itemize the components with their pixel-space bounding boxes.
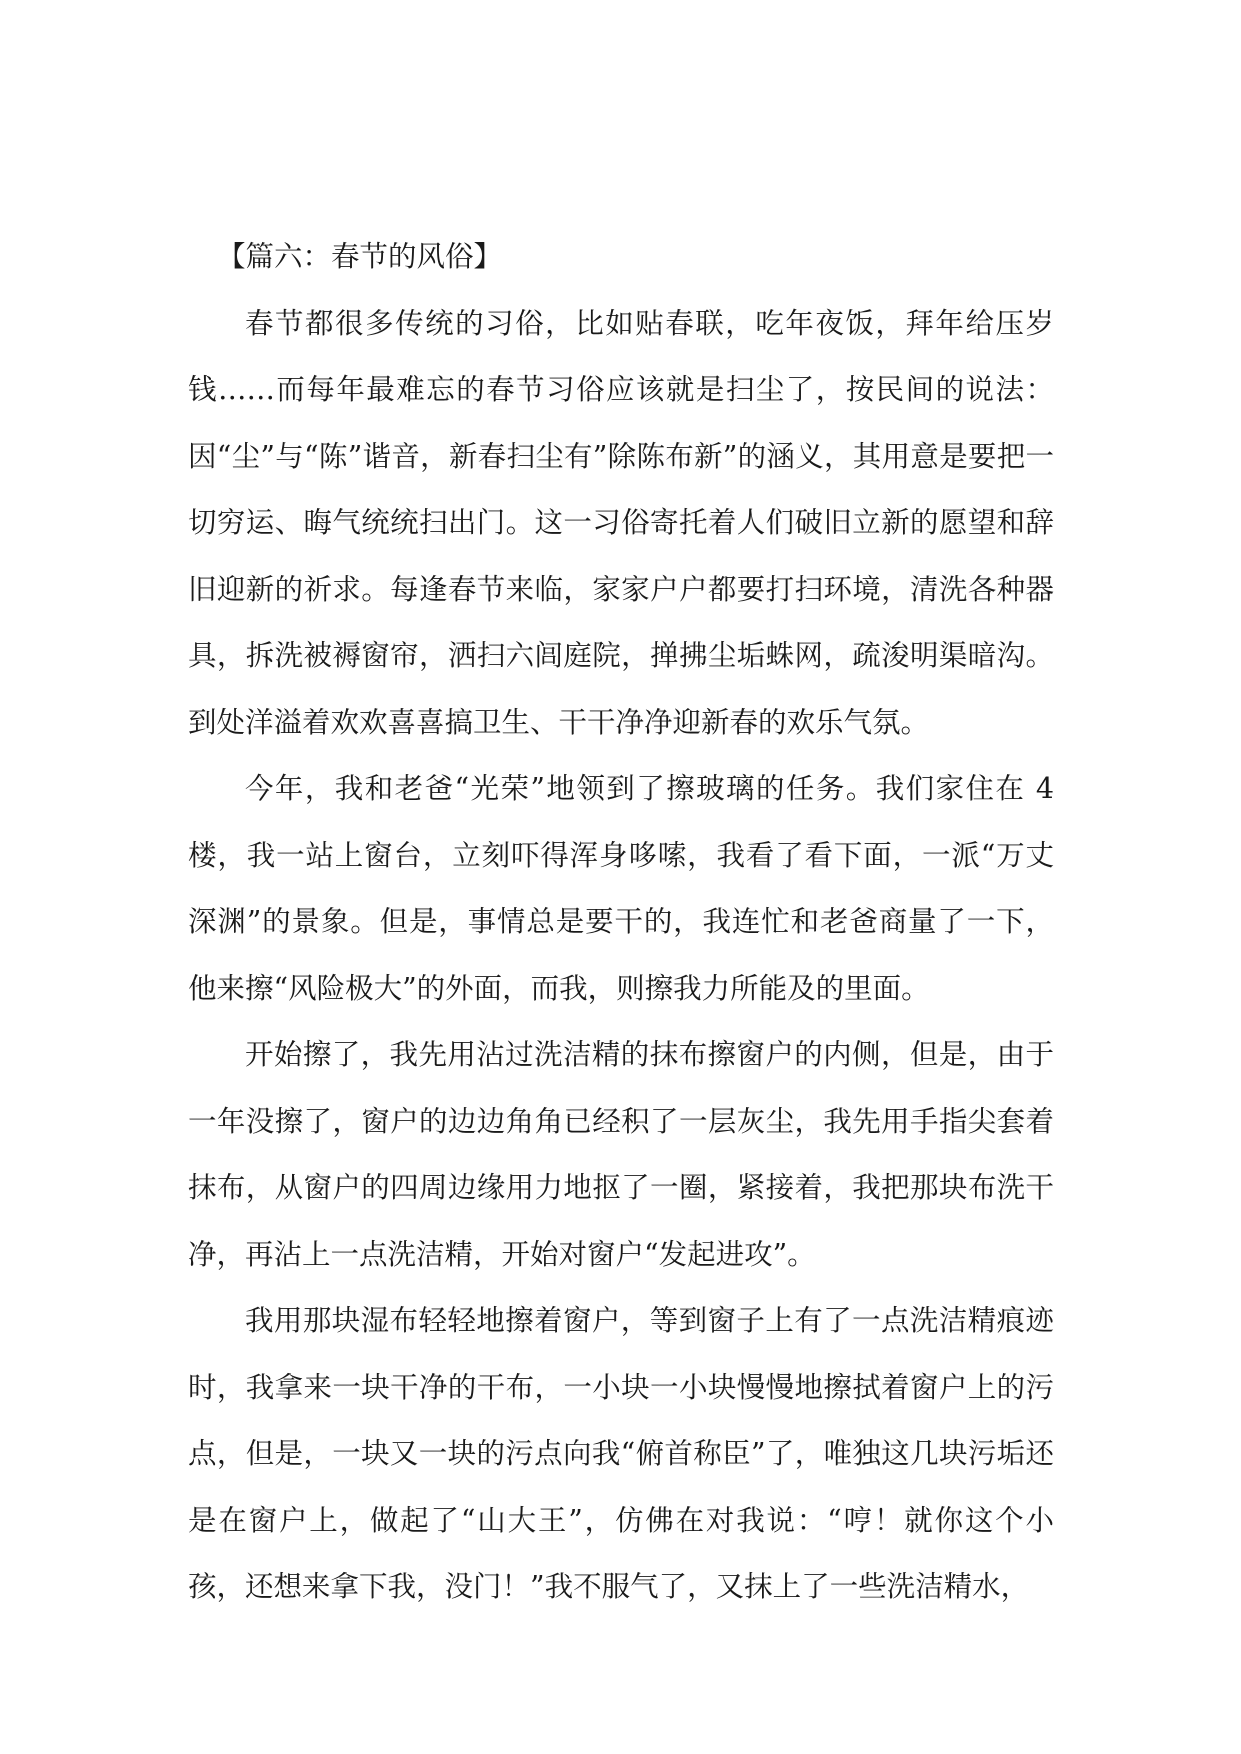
section-heading: 【篇六：春节的风俗】 <box>217 240 503 273</box>
paragraph-4: 我用那块湿布轻轻地擦着窗户，等到窗子上有了一点洗洁精痕迹时，我拿来一块干净的干布，一小块一小块慢慢地擦拭着窗户上的污点，但是，一块又一块的污点向我“俯首称臣”了，唯独这几块污垢还是在窗户上，做起了“山大王”，仿佛在对我说：“哼！就你这个小孩，还想来拿下我，没门！”我不服气了，又抹上了一些洗洁精水， <box>188 1304 1054 1603</box>
document-body <box>188 224 1054 1621</box>
paragraph-3: 开始擦了，我先用沾过洗洁精的抹布擦窗户的内侧，但是，由于一年没擦了，窗户的边边角角已经积了一层灰尘，我先用手指尖套着抹布，从窗户的四周边缘用力地抠了一圈，紧接着，我把那块布洗干净，再沾上一点洗洁精，开始对窗户“发起进攻”。 <box>188 1038 1054 1271</box>
paragraph-2: 今年，我和老爸“光荣”地领到了擦玻璃的任务。我们家住在 4 楼，我一站上窗台，立刻吓得浑身哆嗦，我看了看下面，一派“万丈深渊”的景象。但是，事情总是要干的，我连忙和老爸商量了一下，他来擦“风险极大”的外面，而我，则擦我力所能及的里面。 <box>188 772 1054 1005</box>
paragraph-1: 春节都很多传统的习俗，比如贴春联，吃年夜饭，拜年给压岁钱……而每年最难忘的春节习俗应该就是扫尘了，按民间的说法：因“尘”与“陈”谐音，新春扫尘有”除陈布新”的涵义，其用意是要把一切穷运、晦气统统扫出门。这一习俗寄托着人们破旧立新的愿望和辞旧迎新的祈求。每逢春节来临，家家户户都要打扫环境，清洗各种器具，拆洗被褥窗帘，洒扫六闾庭院，掸拂尘垢蛛网，疏浚明渠暗沟。到处洋溢着欢欢喜喜搞卫生、干干净净迎新春的欢乐气氛。 <box>188 306 1054 739</box>
